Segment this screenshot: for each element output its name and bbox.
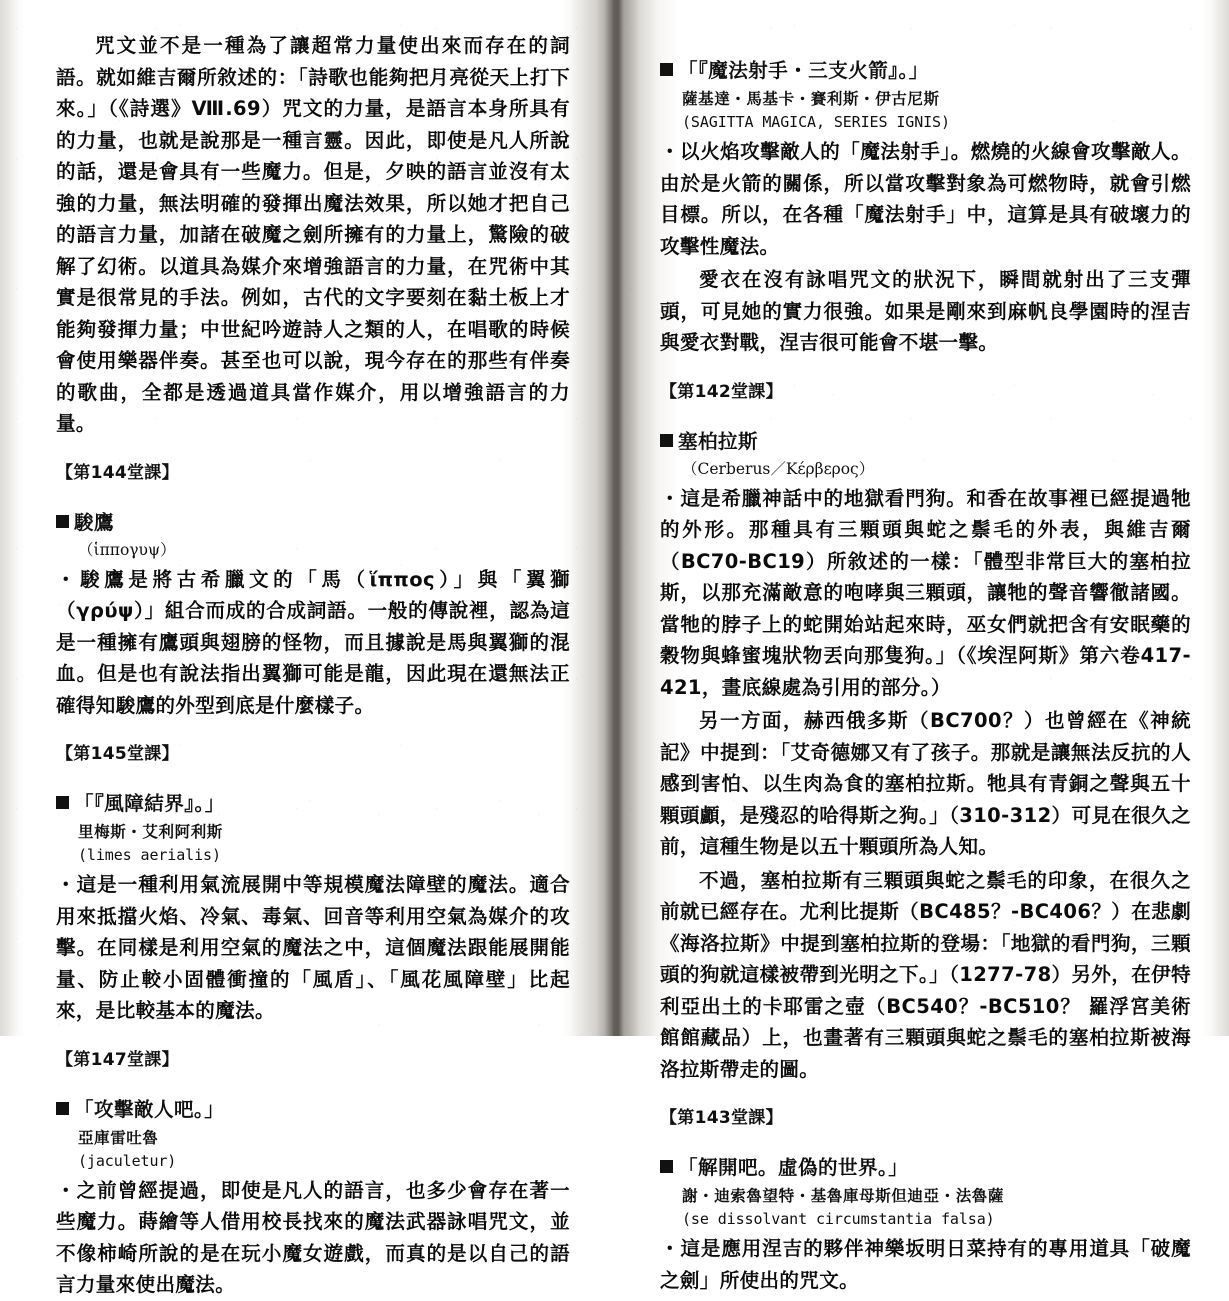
- page-edge-shadow-right: [1211, 0, 1229, 1036]
- latin-reading: (SAGITTA MAGICA, SERIES IGNIS): [682, 113, 950, 131]
- katakana-reading: 里梅斯・艾利阿利斯: [78, 823, 223, 841]
- bullet-square-icon: [56, 796, 69, 809]
- entry-heading: [660, 427, 1191, 456]
- left-page: [0, 0, 614, 1296]
- lesson-heading: 【第142堂課】: [660, 381, 783, 402]
- paragraph: ・這是希臘神話中的地獄看門狗。和香在故事裡已經提過牠的外形。那種具有三顆頭與蛇之鬃毛的外表，與維吉爾（BC70-BC19）所敘述的一樣：「體型非常巨大的塞柏拉斯，以那充滿敵意的咆哮與三顆頭，讓牠的聲音響徹諸國。當牠的脖子上的蛇開始站起來時，巫女們就把含有安眠藥的穀物與蜂蜜塊狀物丟向那隻狗。」（《埃涅阿斯》第六卷417-421，畫底線處為引用的部分。）: [660, 486, 1191, 699]
- right-page: [614, 0, 1229, 1292]
- bullet-square-icon: [660, 63, 673, 76]
- left-page-column: [56, 30, 570, 1301]
- lesson-heading: 【第144堂課】: [56, 462, 179, 483]
- entry-heading-label: 「『魔法射手・三支火箭』。」: [678, 59, 929, 82]
- paragraph: ・以火焰攻擊敵人的「魔法射手」。燃燒的火線會攻擊敵人。由於是火箭的關係，所以當攻擊對象為可燃物時，就會引燃目標。所以，在各種「魔法射手」中，這算是具有破壞力的攻擊性魔法。: [660, 140, 1191, 258]
- paragraph: ・這是一種利用氣流展開中等規模魔法障壁的魔法。適合用來抵擋火焰、冷氣、毒氣、回音等利用空氣為媒介的攻擊。在同樣是利用空氣的魔法之中，這個魔法跟能展開能量、防止較小固體衝撞的「風盾」、「風花風障壁」比起來，是比較基本的魔法。: [56, 873, 570, 1022]
- bullet-square-icon: [660, 1160, 673, 1173]
- entry-heading: [660, 1153, 1191, 1182]
- entry-heading-label: 駿鷹: [74, 510, 115, 534]
- paragraph: 不過，塞柏拉斯有三顆頭與蛇之鬃毛的印象，在很久之前就已經存在。尤利比提斯（BC485？-BC406？）在悲劇《海洛拉斯》中提到塞柏拉斯的登場：「地獄的看門狗，三顆頭的狗就這樣被帶到光明之下。」（1277-78）另外，在伊特利亞出土的卡耶雷之壺（BC540？-BC510？ 羅浮宮美術館館藏品）上，也畫著有三顆頭與蛇之鬃毛的塞柏拉斯被海洛拉斯帶走的圖。: [660, 868, 1191, 1081]
- entry-heading-label: 塞柏拉斯: [678, 429, 759, 453]
- bullet-square-icon: [660, 434, 673, 447]
- paragraph: ・這是應用涅吉的夥伴神樂坂明日菜持有的專用道具「破魔之劍」所使出的咒文。: [660, 1237, 1191, 1292]
- right-page-column: [660, 56, 1191, 1296]
- paragraph: ・之前曾經提過，即使是凡人的語言，也多少會存在著一些魔力。蒔繪等人借用校長找來的魔法武器詠唱咒文，並不像柿崎所說的是在玩小魔女遊戲，而真的是以自己的語言力量來使出魔法。: [56, 1178, 570, 1296]
- paragraph: 咒文並不是一種為了讓超常力量使出來而存在的詞語。就如維吉爾所敘述的：「詩歌也能夠把月亮從天上打下來。」（《詩選》Ⅷ.69）咒文的力量，是語言本身所具有的力量，也就是說那是一種言靈。因此，即使是凡人所說的話，還是會具有一些魔力。但是，夕映的語言並沒有太強的力量，無法明確的發揮出魔法效果，所以她才把自己的語言力量，加諸在破魔之劍所擁有的力量上，驚險的破解了幻術。以道具為媒介來增強語言的力量，在咒術中其實是很常見的手法。例如，古代的文字要刻在黏土板上才能夠發揮力量；中世紀吟遊詩人之類的人，在唱歌的時候會使用樂器伴奏。甚至也可以說，現今存在的那些有伴奏的歌曲，全都是透過道具當作媒介，用以增強語言的力量。: [56, 34, 570, 435]
- entry-heading: [56, 508, 570, 537]
- katakana-reading: 薩基達・馬基卡・賽利斯・伊古尼斯: [682, 90, 940, 108]
- bullet-square-icon: [56, 515, 69, 528]
- greek-reading: （Cerberus／Κέρβερος）: [682, 459, 875, 478]
- entry-heading: [56, 1095, 570, 1124]
- entry-heading-label: 「攻擊敵人吧。」: [74, 1097, 225, 1121]
- latin-reading: (se dissolvant circumstantia falsa): [682, 1210, 995, 1228]
- entry-heading-label: 「解開吧。虛偽的世界。」: [678, 1156, 909, 1179]
- page-edge-shadow-left: [0, 0, 18, 1036]
- paragraph: ・駿鷹是將古希臘文的「馬（ἵππος）」與「翼獅（γρύψ）」組合而成的合成詞語。一般的傳說裡，認為這是一種擁有鷹頭與翅膀的怪物，而且據說是馬與翼獅的混血。但是也有說法指出翼獅可能是龍，因此現在還無法正確得知駿鷹的外型到底是什麼樣子。: [56, 567, 570, 717]
- entry-heading-label: 「『風障結界』。」: [74, 792, 225, 815]
- paragraph: 另一方面，赫西俄多斯（BC700？）也曾經在《神統記》中提到：「艾奇德娜又有了孩子。那就是讓無法反抗的人感到害怕、以生肉為食的塞柏拉斯。牠具有青銅之聲與五十顆頭顱，是殘忍的哈得斯之狗。」（310-312）可見在很久之前，這種生物是以五十顆頭所為人知。: [660, 709, 1191, 858]
- katakana-reading: 謝・迪索魯望特・基魯庫母斯但迪亞・法魯薩: [682, 1187, 1005, 1205]
- entry-heading: [56, 789, 570, 818]
- paragraph: 愛衣在沒有詠唱咒文的狀況下，瞬間就射出了三支彈頭，可見她的實力很強。如果是剛來到麻帆良學園時的涅吉與愛衣對戰，涅吉很可能會不堪一擊。: [660, 268, 1191, 354]
- latin-reading: (jaculetur): [78, 1151, 177, 1170]
- bullet-square-icon: [56, 1102, 69, 1115]
- greek-reading: （ἱππογυψ）: [78, 540, 176, 559]
- entry-heading: [660, 56, 1191, 85]
- latin-reading: (limes aerialis): [78, 846, 221, 864]
- lesson-heading: 【第145堂課】: [56, 744, 179, 764]
- katakana-reading: 亞庫雷吐魯: [78, 1128, 159, 1147]
- lesson-heading: 【第147堂課】: [56, 1049, 179, 1070]
- gutter-shadow-right: [614, 0, 658, 1036]
- gutter-shadow-left: [570, 0, 614, 1036]
- lesson-heading: 【第143堂課】: [660, 1108, 783, 1128]
